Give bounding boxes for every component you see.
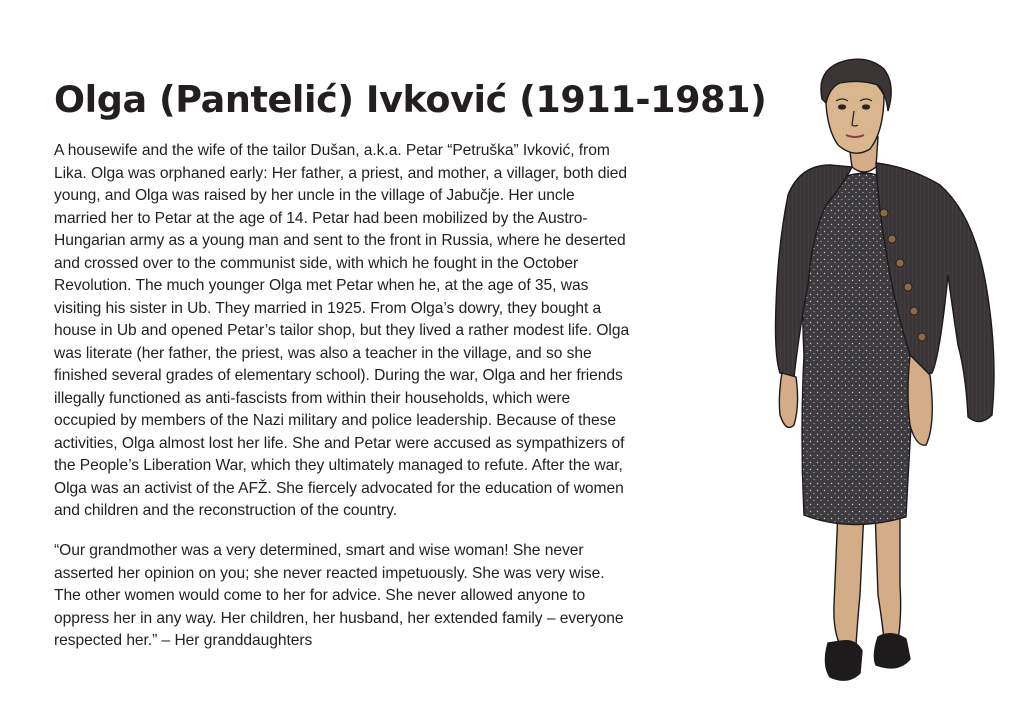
biography-line: young, and Olga was raised by her uncle in the village of Jabučje. Her uncle bbox=[54, 187, 575, 204]
quote-line: respected her.” – Her granddaughters bbox=[54, 632, 313, 649]
biography-line: and children and the reconstruction of the country. bbox=[54, 502, 398, 519]
biography-line: the People’s Liberation War, which they ultimately managed to refute. After the war, bbox=[54, 457, 623, 474]
biography-line: Olga was an activist of the AFŽ. She fiercely advocated for the education of women bbox=[54, 479, 624, 497]
biography-line: was literate (her father, the priest, was also a teacher in the village, and so she bbox=[54, 344, 592, 362]
biography-line: and crossed over to the communist side, with which he fought in the October bbox=[54, 254, 579, 272]
biography-line: activities, Olga almost lost her life. She and Petar were accused as sympathizers of bbox=[54, 434, 625, 452]
cardigan-button bbox=[880, 209, 888, 217]
biography-line: married her to Petar at the age of 14. Petar had been mobilized by the Austro- bbox=[54, 209, 588, 227]
cardigan-button bbox=[904, 283, 912, 291]
right-hand bbox=[779, 373, 797, 427]
right-shoe bbox=[874, 634, 910, 668]
biography-line: visiting his sister in Ub. They married in 1925. From Olga’s dowry, they bought a bbox=[54, 299, 602, 317]
biography-line: house in Ub and opened Petar’s tailor shop, but they lived a rather modest life. Olga bbox=[54, 322, 630, 339]
cardigan-button bbox=[888, 235, 896, 243]
right-eye bbox=[863, 105, 870, 109]
right-leg bbox=[875, 510, 901, 640]
page-title: Olga (Pantelić) Ivković (1911-1981) bbox=[54, 78, 767, 121]
portrait-illustration bbox=[760, 55, 1010, 695]
quote-line: oppress her in any way. Her children, her husband, her extended family – everyone bbox=[54, 609, 624, 627]
cardigan-button bbox=[918, 333, 926, 341]
biography-paragraph bbox=[54, 140, 754, 523]
cardigan-button bbox=[896, 259, 904, 267]
biography-line: finished several grades of elementary school). During the war, Olga and her friends bbox=[54, 367, 623, 384]
biography-line: occupied by members of the Nazi military and police leadership. Because of these bbox=[54, 412, 617, 429]
biography-line: illegally functioned as anti-fascists from within their households, which were bbox=[54, 389, 571, 407]
biography-line: Revolution. The much younger Olga met Petar when he, at the age of 35, was bbox=[54, 277, 589, 294]
granddaughters-quote bbox=[54, 540, 754, 653]
biography-line: Hungarian army as a young man and sent to the front in Russia, where he deserted bbox=[54, 232, 626, 249]
biography-line: A housewife and the wife of the tailor Dušan, a.k.a. Petar “Petruška” Ivković, from bbox=[54, 142, 610, 159]
quote-line: “Our grandmother was a very determined, smart and wise woman! She never bbox=[54, 542, 584, 559]
quote-line: asserted her opinion on you; she never reacted impetuously. She was very wise. bbox=[54, 564, 605, 582]
quote-line: The other women would come to her for advice. She never allowed anyone to bbox=[54, 587, 586, 604]
left-leg bbox=[834, 510, 864, 645]
cardigan-button bbox=[910, 307, 918, 315]
left-eye bbox=[839, 105, 846, 109]
left-shoe bbox=[825, 641, 862, 680]
biography-line: Lika. Olga was orphaned early: Her father, a priest, and mother, a villager, both died bbox=[54, 164, 628, 182]
